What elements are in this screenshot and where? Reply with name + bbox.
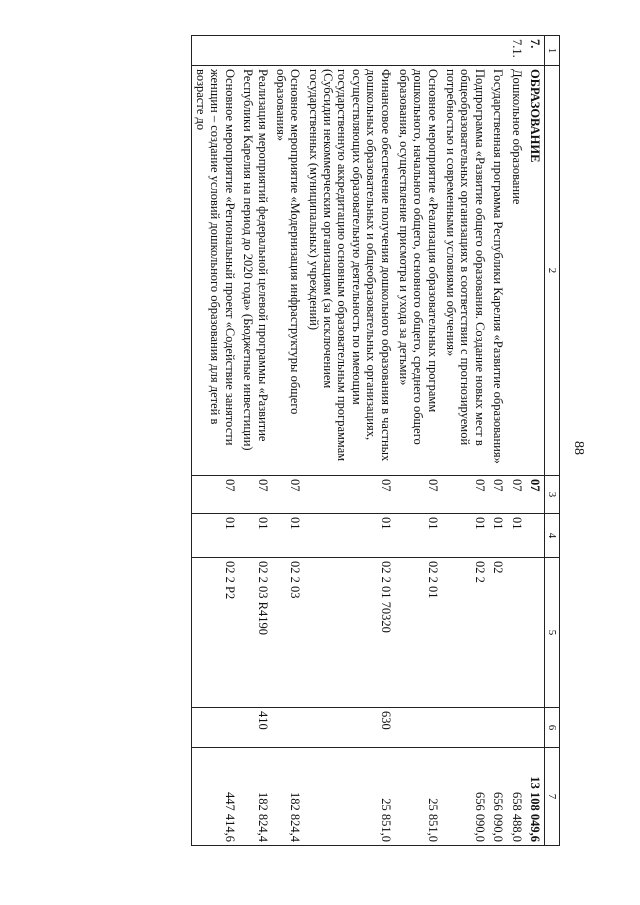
row-name: Реализация мероприятий федеральной целевой программы «Развитие Республики Карелия на период до 2020 года» (Бюджетные инвестиции) [239, 66, 272, 476]
subsection-code: 01 [304, 514, 394, 558]
section-code: 07 [507, 476, 525, 514]
expense-type-code [272, 708, 305, 748]
row-number [489, 36, 507, 66]
target-article-code: 02 2 P2 [191, 558, 239, 708]
row-name: Подпрограмма «Развитие общего образования. Создание новых мест в общеобразовательных организациях в соответствии с прогнозируемой потребностью и современными условиями обучения» [442, 66, 489, 476]
table-row [191, 36, 239, 846]
row-name: Основное мероприятие «Региональный проект «Содействие занятости женщин – создание условий дошкольного образования для детей в возрасте до [191, 66, 239, 476]
column-number-row [545, 36, 560, 846]
row-number [395, 36, 442, 66]
amount: 182 824,4 [272, 748, 305, 846]
column-number-3: 3 [545, 476, 560, 514]
row-name: Финансовое обеспечение получения дошкольного образования в частных дошкольных образовательных и общеобразовательных организациях, осуществляющих образовательную деятельность по имеющим государственную аккредитацию основным образовательным программам (Субсидии некоммерческим организациям (за исключением государственных (муниципальных) учреждений) [304, 66, 394, 476]
target-article-code: 02 2 01 [395, 558, 442, 708]
subsection-code: 01 [489, 514, 507, 558]
budget-table [191, 35, 560, 846]
amount: 447 414,6 [191, 748, 239, 846]
table-row [442, 36, 489, 846]
row-number [272, 36, 305, 66]
subsection-code: 01 [272, 514, 305, 558]
table-row [304, 36, 394, 846]
budget-table-sheet [90, 35, 560, 845]
amount: 25 851,0 [395, 748, 442, 846]
row-number: 7. [526, 36, 545, 66]
subsection-code: 01 [239, 514, 272, 558]
table-row [272, 36, 305, 846]
expense-type-code [442, 708, 489, 748]
subsection-code: 01 [191, 514, 239, 558]
row-number [191, 36, 239, 66]
section-code: 07 [191, 476, 239, 514]
target-article-code: 02 2 03 R4190 [239, 558, 272, 708]
subsection-code: 01 [395, 514, 442, 558]
row-name: Государственная программа Республики Карелия «Развитие образования» [489, 66, 507, 476]
column-number-6: 6 [545, 708, 560, 748]
table-row [239, 36, 272, 846]
amount: 182 824,4 [239, 748, 272, 846]
expense-type-code [191, 708, 239, 748]
target-article-code: 02 [489, 558, 507, 708]
expense-type-code [395, 708, 442, 748]
table-row [507, 36, 525, 846]
target-article-code [526, 558, 545, 708]
row-number [304, 36, 394, 66]
section-code: 07 [304, 476, 394, 514]
expense-type-code: 630 [304, 708, 394, 748]
row-name: Основное мероприятие «Реализация образовательных программ дошкольного, начального общего, основного общего, среднего общего образования, осуществление присмотра и ухода за детьми» [395, 66, 442, 476]
amount: 656 090,0 [442, 748, 489, 846]
amount: 25 851,0 [304, 748, 394, 846]
amount: 656 090,0 [489, 748, 507, 846]
expense-type-code [489, 708, 507, 748]
table-row [526, 36, 545, 846]
expense-type-code [526, 708, 545, 748]
amount: 658 488,0 [507, 748, 525, 846]
row-name: Основное мероприятие «Модернизация инфраструктуры общего образования» [272, 66, 305, 476]
column-number-7: 7 [545, 748, 560, 846]
row-number: 7.1. [507, 36, 525, 66]
amount: 13 108 049,6 [526, 748, 545, 846]
section-code: 07 [239, 476, 272, 514]
section-code: 07 [442, 476, 489, 514]
target-article-code: 02 2 01 70320 [304, 558, 394, 708]
column-number-5: 5 [545, 558, 560, 708]
subsection-code: 01 [507, 514, 525, 558]
expense-type-code [507, 708, 525, 748]
row-number [442, 36, 489, 66]
column-number-1: 1 [545, 36, 560, 66]
row-number [239, 36, 272, 66]
column-number-4: 4 [545, 514, 560, 558]
row-name: ОБРАЗОВАНИЕ [526, 66, 545, 476]
column-number-2: 2 [545, 66, 560, 476]
target-article-code: 02 2 03 [272, 558, 305, 708]
section-code: 07 [489, 476, 507, 514]
row-name: Дошкольное образование [507, 66, 525, 476]
section-code: 07 [395, 476, 442, 514]
table-body [191, 36, 544, 846]
section-code: 07 [526, 476, 545, 514]
target-article-code [507, 558, 525, 708]
table-row [395, 36, 442, 846]
section-code: 07 [272, 476, 305, 514]
subsection-code [526, 514, 545, 558]
subsection-code: 01 [442, 514, 489, 558]
table-row [489, 36, 507, 846]
target-article-code: 02 2 [442, 558, 489, 708]
page-number: 88 [571, 441, 586, 455]
expense-type-code: 410 [239, 708, 272, 748]
